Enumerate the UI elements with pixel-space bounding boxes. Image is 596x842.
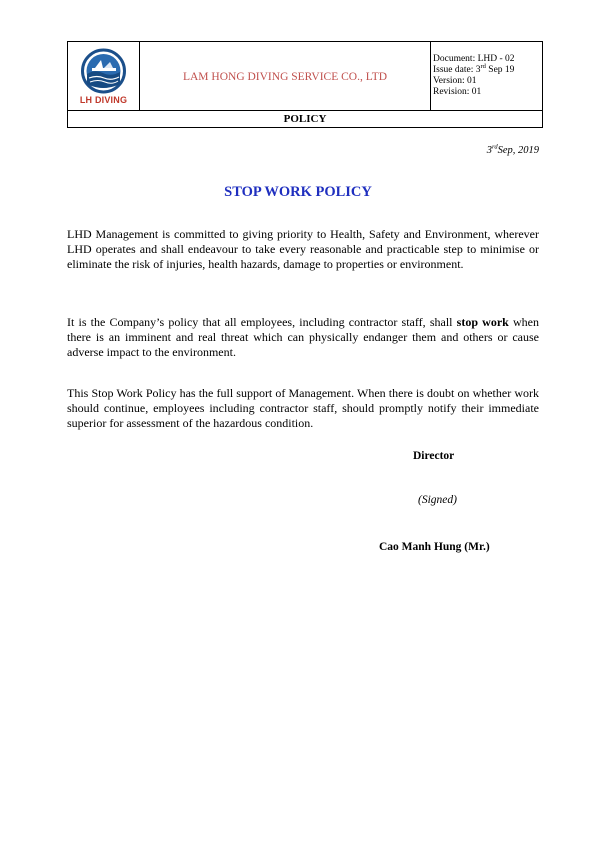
logo-cell bbox=[68, 42, 140, 111]
date-sup: rd bbox=[492, 143, 498, 151]
signature-role: Director bbox=[413, 450, 455, 462]
company-name: LAM HONG DIVING SERVICE CO., LTD bbox=[182, 71, 388, 83]
header-table bbox=[67, 41, 543, 128]
p2-before: It is the Company’s policy that all employees, including contractor staff, shall bbox=[67, 315, 457, 329]
diving-logo-icon bbox=[80, 48, 127, 94]
date-rest: Sep, 2019 bbox=[497, 145, 539, 156]
company-cell bbox=[140, 42, 431, 111]
signature-signed: (Signed) bbox=[418, 494, 457, 506]
signatory-name: Cao Manh Hung (Mr.) bbox=[379, 541, 490, 553]
logo-text: LH DIVING bbox=[79, 95, 128, 105]
paragraph-support: This Stop Work Policy has the full support of Management. When there is doubt on whether work should continue, employees including contractor staff, should promptly notify their immediate superior for assessment of the hazardous condition. bbox=[67, 386, 539, 430]
issue-date-sup: rd bbox=[480, 62, 486, 70]
paragraph-commitment: LHD Management is committed to giving priority to Health, Safety and Environment, wherever LHD operates and shall endeavour to take every reasonable and practicable step to minimise or eliminate the risk of injuries, health hazards, damage to properties or environment. bbox=[67, 227, 539, 271]
issue-date bbox=[433, 62, 542, 76]
issue-date-suffix: Sep 19 bbox=[485, 65, 515, 75]
company-logo bbox=[68, 42, 139, 110]
policy-title: STOP WORK POLICY bbox=[224, 184, 372, 200]
revision: Revision: 01 bbox=[433, 87, 482, 97]
issue-date-prefix: Issue date: 3 bbox=[433, 65, 481, 75]
version: Version: 01 bbox=[433, 76, 477, 86]
document-number: Document: LHD - 02 bbox=[433, 54, 515, 64]
document-date bbox=[487, 145, 539, 156]
document-header bbox=[67, 41, 539, 129]
p2-after: when there is an imminent and real threat which can physically endanger them and others or cause adverse impact to the environment. bbox=[67, 315, 539, 359]
paragraph-stop-work bbox=[67, 315, 539, 360]
document-info bbox=[431, 42, 543, 111]
p2-bold: stop work bbox=[456, 315, 509, 329]
section-label: POLICY bbox=[68, 111, 543, 128]
date-day: 3 bbox=[486, 145, 493, 156]
